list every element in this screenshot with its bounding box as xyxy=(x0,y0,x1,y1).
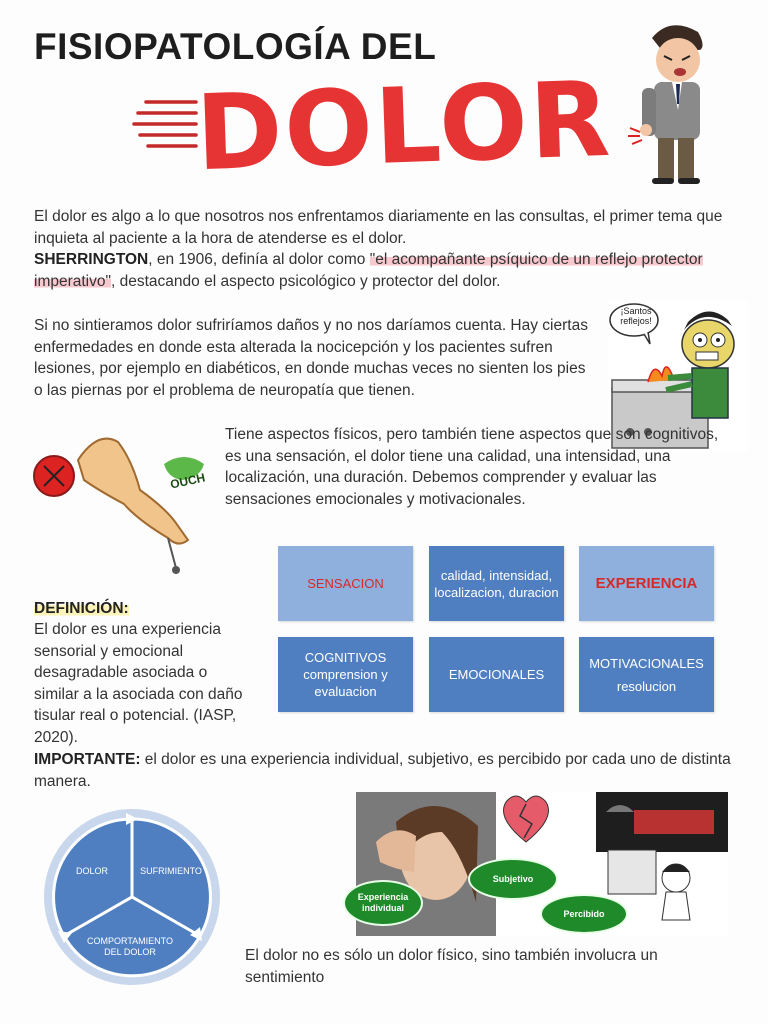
aspects-paragraph: Tiene aspectos físicos, pero también tiene aspectos que son cognitivos, es una sensación, el dolor tiene una calidad, una intensidad, una localización, una duración. Debemos comprender y evaluar las sensaciones emocionales y motivacionales. xyxy=(225,426,719,508)
definition-text: El dolor es una experiencia sensorial y emocional desagradable asociada o similar a la asociada con daño tisular real o potencial. (IASP, 2020). xyxy=(34,621,243,746)
intro-paragraph xyxy=(34,206,734,292)
experiencia-individual-pill: Experiencia individual xyxy=(343,880,423,926)
quote-highlight: "el acompañante psíquico de un reflejo protector imperativo" xyxy=(34,251,703,290)
important-text: el dolor es una experiencia individual, subjetivo, es percibido por cada uno de distinta manera. xyxy=(34,751,731,790)
emocionales-label: EMOCIONALES xyxy=(448,667,545,682)
cognitivos-sub: comprension y evaluacion xyxy=(303,667,388,699)
intro-end: , destacando el aspecto psicológico y protector del dolor. xyxy=(111,272,501,290)
calidad-box xyxy=(429,546,564,621)
cognitivos-box xyxy=(278,637,413,712)
percibido-pill: Percibido xyxy=(540,894,628,934)
ouch-leg-illustration xyxy=(28,430,218,580)
speech-bubble-text: ¡Santos reflejos! xyxy=(620,306,652,326)
dolor-heading: DOLOR xyxy=(193,57,614,195)
intro-line: El dolor es algo a lo que nosotros nos enfrentamos diariamente en las consultas, el primer tema que inquieta al paciente a la hora de atenderse es el dolor. xyxy=(34,208,723,247)
cycle-sufrimiento-label: SUFRIMIENTO xyxy=(140,866,202,876)
ouch-text: OUCH xyxy=(168,470,207,492)
cycle-comportamiento-label: COMPORTAMIENTO DEL DOLOR xyxy=(86,936,173,957)
cognitivos-label: COGNITIVOS xyxy=(304,650,387,665)
experiencia-box xyxy=(579,546,714,621)
page-title: FISIOPATOLOGÍA DEL xyxy=(34,26,437,67)
emocionales-box xyxy=(429,637,564,712)
experiencia-label: EXPERIENCIA xyxy=(595,575,698,592)
motivacionales-box xyxy=(579,637,714,712)
sensacion-box xyxy=(278,546,413,621)
speed-lines-icon xyxy=(132,96,202,156)
motivacionales-sub: resolucion xyxy=(616,678,677,694)
motivacionales-label: MOTIVACIONALES xyxy=(589,655,704,671)
pain-cycle-diagram xyxy=(34,805,234,985)
intro-mid: , en 1906, definía al dolor como xyxy=(148,251,370,268)
author-name: SHERRINGTON xyxy=(34,251,149,268)
important-label: IMPORTANTE: xyxy=(34,751,141,768)
calidad-label: calidad, intensidad, localizacion, duracion xyxy=(434,567,559,600)
important-paragraph xyxy=(34,749,734,792)
sensacion-label: SENSACION xyxy=(307,576,384,591)
man-in-pain-illustration xyxy=(620,18,720,188)
definition-heading: DEFINICIÓN: xyxy=(34,600,129,617)
subjetivo-pill: Subjetivo xyxy=(468,858,558,900)
footer-text: El dolor no es sólo un dolor físico, sino también involucra un sentimiento xyxy=(245,947,658,986)
definition-label xyxy=(34,598,129,620)
nociception-paragraph: Si no sintieramos dolor sufriríamos daños y no nos daríamos cuenta. Hay ciertas enfermedades en donde esta alterada la nocicepción y los pacientes sufren lesiones, por ejemplo en diabéticos, en donde muchas veces no sienten los pies o las piernas por el problema de neuropatía que tienen. xyxy=(34,317,588,399)
cycle-dolor-label: DOLOR xyxy=(75,866,108,876)
